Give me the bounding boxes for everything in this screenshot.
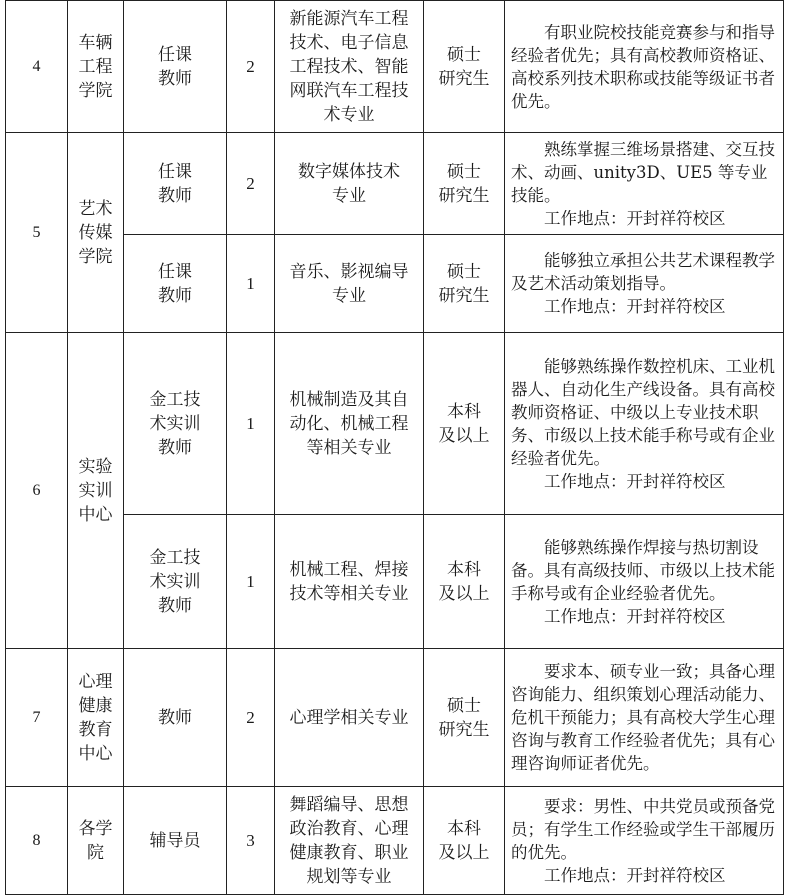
department-cell: 艺术 传媒 学院 <box>68 133 124 333</box>
table-row <box>6 649 784 787</box>
major-cell: 音乐、影视编导 专业 <box>275 235 424 333</box>
position-title-cell: 教师 <box>124 649 227 787</box>
department-cell: 实验 实训 中心 <box>68 333 124 649</box>
position-title-cell: 金工技 术实训 教师 <box>124 333 227 515</box>
headcount-cell: 2 <box>227 649 275 787</box>
major-cell: 心理学相关专业 <box>275 649 424 787</box>
requirements-cell <box>505 235 784 333</box>
position-title-cell: 辅导员 <box>124 787 227 895</box>
position-title-cell: 任课 教师 <box>124 235 227 333</box>
table-row <box>6 1 784 133</box>
degree-cell: 硕士 研究生 <box>424 235 505 333</box>
major-cell: 机械制造及其自 动化、机械工程 等相关专业 <box>275 333 424 515</box>
requirements-text: 要求本、硕专业一致；具备心理咨询能力、组织策划心理活动能力、危机干预能力；具有高校大学生心理咨询与教育工作经验者优先；具有心理咨询师证者优先。 <box>511 662 775 773</box>
requirements-text: 要求：男性、中共党员或预备党员；有学生工作经验或学生干部履历的优先。 <box>511 796 775 862</box>
position-title-cell: 任课 教师 <box>124 133 227 235</box>
requirements-cell <box>505 649 784 787</box>
requirements-text: 能够独立承担公共艺术课程教学及艺术活动策划指导。 <box>511 251 775 293</box>
major-cell: 舞蹈编导、思想 政治教育、心理 健康教育、职业 规划等专业 <box>275 787 424 895</box>
headcount-cell: 1 <box>227 333 275 515</box>
requirements-text: 有职业院校技能竞赛参与和指导经验者优先；具有高校教师资格证、高校系列技术职称或技能等级证书者优先。 <box>511 22 775 111</box>
table-body <box>6 1 784 895</box>
row-number-cell: 6 <box>6 333 68 649</box>
headcount-cell: 1 <box>227 515 275 649</box>
major-cell: 机械工程、焊接 技术等相关专业 <box>275 515 424 649</box>
requirements-cell <box>505 133 784 235</box>
table-row <box>6 333 784 515</box>
position-title-cell: 任课 教师 <box>124 1 227 133</box>
department-cell: 车辆 工程 学院 <box>68 1 124 133</box>
requirements-text: 能够熟练操作数控机床、工业机器人、自动化生产线设备。具有高校教师资格证、中级以上专业技术职务、市级以上技术能手称号或有企业经验者优先。 <box>511 356 775 468</box>
work-location-text: 工作地点：开封祥符校区 <box>544 606 726 626</box>
requirements-cell <box>505 515 784 649</box>
department-cell: 心理 健康 教育 中心 <box>68 649 124 787</box>
row-number-cell: 7 <box>6 649 68 787</box>
position-title-cell: 金工技 术实训 教师 <box>124 515 227 649</box>
work-location-text: 工作地点：开封祥符校区 <box>544 208 726 228</box>
headcount-cell: 3 <box>227 787 275 895</box>
requirements-cell <box>505 787 784 895</box>
headcount-cell: 2 <box>227 133 275 235</box>
requirements-cell <box>505 1 784 133</box>
degree-cell: 硕士 研究生 <box>424 1 505 133</box>
requirements-cell <box>505 333 784 515</box>
work-location-text: 工作地点：开封祥符校区 <box>544 865 726 885</box>
degree-cell: 本科 及以上 <box>424 787 505 895</box>
degree-cell: 硕士 研究生 <box>424 649 505 787</box>
work-location-text: 工作地点：开封祥符校区 <box>544 297 726 316</box>
row-number-cell: 5 <box>6 133 68 333</box>
major-cell: 新能源汽车工程 技术、电子信息 工程技术、智能 网联汽车工程技 术专业 <box>275 1 424 133</box>
degree-cell: 硕士 研究生 <box>424 133 505 235</box>
requirements-text: 能够熟练操作焊接与热切割设备。具有高级技师、市级以上技术能手称号或有企业经验者优先。 <box>511 537 775 603</box>
table-row <box>6 133 784 235</box>
major-cell: 数字媒体技术 专业 <box>275 133 424 235</box>
recruitment-table <box>5 0 784 895</box>
table-row <box>6 787 784 895</box>
requirements-text: 熟练掌握三维场景搭建、交互技术、动画、unity3D、UE5 等专业技能。 <box>511 139 775 205</box>
department-cell: 各学 院 <box>68 787 124 895</box>
headcount-cell: 1 <box>227 235 275 333</box>
degree-cell: 本科 及以上 <box>424 515 505 649</box>
row-number-cell: 4 <box>6 1 68 133</box>
work-location-text: 工作地点：开封祥符校区 <box>544 471 726 491</box>
headcount-cell: 2 <box>227 1 275 133</box>
row-number-cell: 8 <box>6 787 68 895</box>
degree-cell: 本科 及以上 <box>424 333 505 515</box>
